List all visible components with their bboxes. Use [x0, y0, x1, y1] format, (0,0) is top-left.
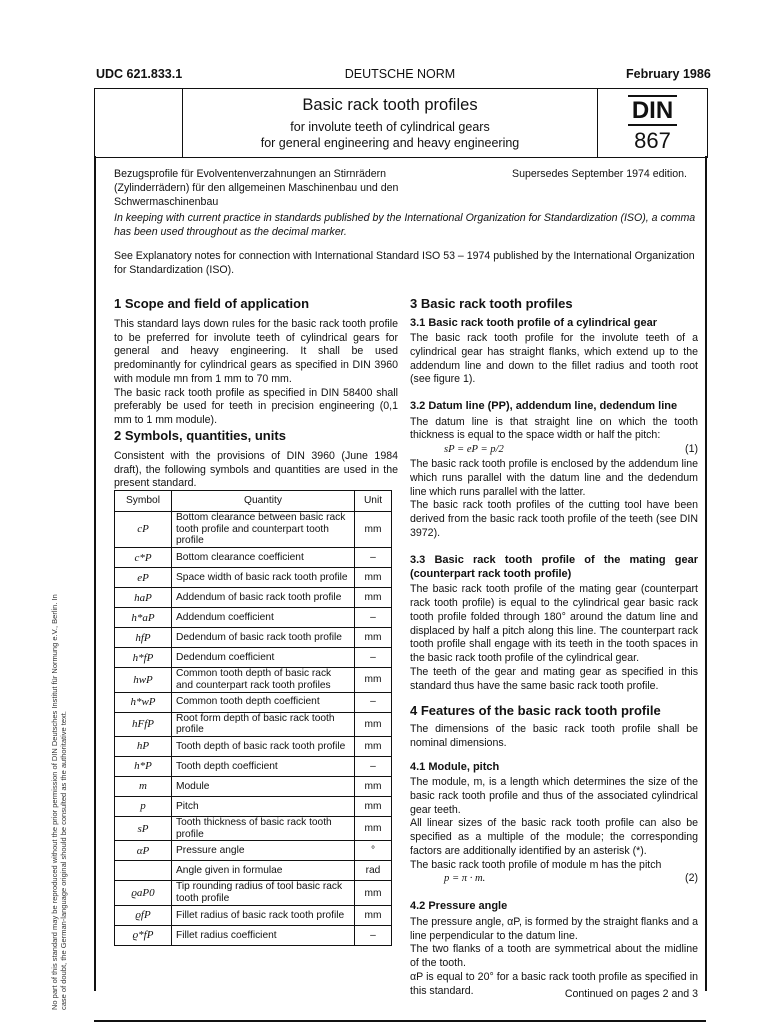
section-2	[114, 428, 398, 491]
table-row	[115, 925, 392, 945]
symbol-cell	[115, 861, 172, 881]
symbol-cell: h*aP	[115, 608, 172, 628]
unit-cell: mm	[355, 568, 392, 588]
table-row	[115, 712, 392, 736]
table-header-row	[115, 491, 392, 512]
table-row	[115, 648, 392, 668]
section-3-1-paragraph: The basic rack tooth profile for the involute teeth of a cylindrical gear has straight flanks, which extend up to the addendum line and down to the fillet radius and tooth root (see figure 1).	[410, 332, 698, 386]
section-1-paragraph-2: The basic rack tooth profile as specified in DIN 58400 shall preferably be used for teeth in precision engineering (0,1 mm to 1 mm module).	[114, 386, 398, 427]
section-2-heading: 2 Symbols, quantities, units	[114, 428, 286, 443]
quantity-cell: Tooth depth of basic rack tooth profile	[172, 737, 355, 757]
unit-cell: –	[355, 692, 392, 712]
section-4-heading: 4 Features of the basic rack tooth profile	[410, 703, 661, 719]
table-row	[115, 881, 392, 905]
quantity-cell: Addendum of basic rack tooth profile	[172, 588, 355, 608]
section-3-2-heading: 3.2 Datum line (PP), addendum line, dedendum line	[410, 400, 678, 413]
german-title: Bezugsprofile für Evolventenverzahnungen an Stirnrädern (Zylinderrädern) für den allgemeinen Maschinenbau und den Schwermaschinenbau	[114, 168, 399, 208]
symbol-cell: ϱaP0	[115, 881, 172, 905]
equation-2	[410, 872, 698, 887]
table-row	[115, 797, 392, 817]
section-3-3-heading: 3.3 Basic rack tooth profile of the mating gear (counterpart rack tooth profile)	[410, 553, 698, 580]
unit-cell: –	[355, 648, 392, 668]
unit-cell: mm	[355, 817, 392, 841]
table-header-symbol: Symbol	[115, 491, 172, 512]
symbol-cell: αP	[115, 841, 172, 861]
equation-1-number: (1)	[685, 443, 698, 456]
symbol-cell: ϱfP	[115, 905, 172, 925]
title-box	[94, 88, 708, 158]
quantity-cell: Dedendum coefficient	[172, 648, 355, 668]
table-row	[115, 568, 392, 588]
section-3-2-paragraph-3: The basic rack tooth profiles of the cutting tool have been derived from the basic rack tooth profile of the teeth (see DIN 3972).	[410, 499, 698, 539]
right-frame-rule	[705, 156, 707, 991]
table-row	[115, 588, 392, 608]
unit-cell: mm	[355, 881, 392, 905]
symbol-cell: sP	[115, 817, 172, 841]
table-row	[115, 757, 392, 777]
iso-decimal-note: In keeping with current practice in standards published by the International Organization for Standardization (ISO), a comma has been used throughout as the decimal marker.	[114, 212, 696, 238]
quantity-cell: Pitch	[172, 797, 355, 817]
table-row	[115, 817, 392, 841]
table-row	[115, 905, 392, 925]
quantity-cell: Addendum coefficient	[172, 608, 355, 628]
left-frame-rule	[94, 156, 96, 991]
section-4-1-paragraph-2: All linear sizes of the basic rack tooth profile can also be specified as a multiple of the module; the corresponding factors are additionally identified by an asterisk (*).	[410, 817, 698, 857]
symbol-cell: hFfP	[115, 712, 172, 736]
din-logo: DIN	[598, 95, 707, 126]
table-row	[115, 608, 392, 628]
equation-2-number: (2)	[685, 872, 698, 885]
unit-cell: mm	[355, 905, 392, 925]
quantity-cell: Common tooth depth of basic rack and counterpart rack tooth profiles	[172, 668, 355, 692]
symbol-cell: h*fP	[115, 648, 172, 668]
table-header-quantity: Quantity	[172, 491, 355, 512]
quantity-cell: Tooth thickness of basic rack tooth profile	[172, 817, 355, 841]
document-subtitle-1: for involute teeth of cylindrical gears	[290, 120, 490, 134]
unit-cell: –	[355, 608, 392, 628]
equation-2-formula: p = π · m.	[444, 873, 486, 885]
symbol-cell: cP	[115, 512, 172, 548]
quantity-cell: Bottom clearance between basic rack tooth profile and counterpart tooth profile	[172, 512, 355, 548]
unit-cell: mm	[355, 628, 392, 648]
table-row	[115, 737, 392, 757]
unit-cell: mm	[355, 712, 392, 736]
table-row	[115, 512, 392, 548]
quantity-cell: Dedendum of basic rack tooth profile	[172, 628, 355, 648]
equation-1-formula: sP = eP = p/2	[444, 444, 504, 456]
quantity-cell: Module	[172, 777, 355, 797]
symbol-cell: hP	[115, 737, 172, 757]
unit-cell: mm	[355, 737, 392, 757]
unit-cell: mm	[355, 512, 392, 548]
section-3	[410, 296, 698, 998]
section-3-1-heading: 3.1 Basic rack tooth profile of a cylindrical gear	[410, 316, 657, 329]
symbol-cell: m	[115, 777, 172, 797]
table-header-unit: Unit	[355, 491, 392, 512]
equation-1	[410, 443, 698, 458]
section-3-2-paragraph-1: The datum line is that straight line on which the tooth thickness is equal to the space width or half the pitch:	[410, 415, 698, 442]
udc-number: UDC 621.833.1	[96, 67, 183, 81]
table-row	[115, 692, 392, 712]
section-4-1-paragraph-1: The module, m, is a length which determines the size of the basic rack tooth profile and thus of the associated cylindrical gear teeth.	[410, 776, 698, 816]
quantity-cell: Pressure angle	[172, 841, 355, 861]
symbols-table	[114, 490, 392, 946]
section-4-2-paragraph-1: The pressure angle, αP, is formed by the straight flanks and a line perpendicular to the datum line.	[410, 915, 698, 942]
section-4-1-heading: 4.1 Module, pitch	[410, 760, 500, 773]
quantity-cell: Tip rounding radius of tool basic rack tooth profile	[172, 881, 355, 905]
symbol-cell: h*wP	[115, 692, 172, 712]
table-row	[115, 841, 392, 861]
quantity-cell: Common tooth depth coefficient	[172, 692, 355, 712]
section-4-2-paragraph-3: αP is equal to 20° for a basic rack tooth profile as specified in this standard.	[410, 970, 698, 997]
symbol-cell: p	[115, 797, 172, 817]
explanatory-note: See Explanatory notes for connection with International Standard ISO 53 – 1974 published by the International Organization for Standardization (ISO).	[114, 250, 695, 276]
section-3-heading: 3 Basic rack tooth profiles	[410, 296, 573, 311]
quantity-cell: Tooth depth coefficient	[172, 757, 355, 777]
symbol-cell: ϱ*fP	[115, 925, 172, 945]
quantity-cell: Fillet radius coefficient	[172, 925, 355, 945]
table-row	[115, 777, 392, 797]
section-1-paragraph-1: This standard lays down rules for the basic rack tooth profile to be preferred for involute teeth of cylindrical gears for general and heavy engineering. It shall be used predominantly for cylindrical gears as specified in DIN 3960 with module mn from 1 mm to 70 mm.	[114, 317, 398, 385]
bottom-frame-rule	[94, 1020, 706, 1022]
unit-cell: –	[355, 548, 392, 568]
symbol-cell: eP	[115, 568, 172, 588]
quantity-cell: Root form depth of basic rack tooth profile	[172, 712, 355, 736]
document-subtitle-2: for general engineering and heavy engineering	[260, 136, 520, 150]
symbol-cell: h*P	[115, 757, 172, 777]
section-3-3-paragraph-2: The teeth of the gear and mating gear as specified in this standard thus have the same basic rack tooth profile.	[410, 665, 698, 692]
symbol-cell: hwP	[115, 668, 172, 692]
table-row	[115, 628, 392, 648]
supersedes-note: Supersedes September 1974 edition.	[512, 168, 687, 180]
unit-cell: –	[355, 757, 392, 777]
unit-cell: mm	[355, 668, 392, 692]
unit-cell: rad	[355, 861, 392, 881]
section-4-2-heading: 4.2 Pressure angle	[410, 900, 508, 913]
section-4-2-paragraph-2: The two flanks of a tooth are symmetrical about the midline of the tooth.	[410, 943, 698, 970]
section-1-heading: 1 Scope and field of application	[114, 296, 310, 311]
unit-cell: °	[355, 841, 392, 861]
section-2-paragraph: Consistent with the provisions of DIN 3960 (June 1984 draft), the following symbols and quantities are used in the present standard.	[114, 449, 398, 490]
table-row	[115, 861, 392, 881]
unit-cell: mm	[355, 797, 392, 817]
deutsche-norm-label: DEUTSCHE NORM	[344, 67, 456, 81]
copyright-side-note: No part of this standard may be reproduced without the prior permission of DIN Deutsches Institut für Normung e.V., Berlin. In case of doubt, the German-language original should be consulted as the authoritative text.	[50, 594, 69, 1010]
section-1	[114, 296, 398, 428]
quantity-cell: Bottom clearance coefficient	[172, 548, 355, 568]
section-4-1-paragraph-3: The basic rack tooth profile of module m has the pitch	[410, 858, 662, 871]
unit-cell: mm	[355, 777, 392, 797]
din-standard-number: 867	[634, 128, 671, 153]
quantity-cell: Angle given in formulae	[172, 861, 355, 881]
continued-note: Continued on pages 2 and 3	[564, 988, 698, 1000]
section-3-3-paragraph-1: The basic rack tooth profile of the mating gear (counterpart rack tooth profile) is equal to the cylindrical gear basic rack tooth profile folded through 180° around the datum line and displaced by half a pitch along this line. The counterpart rack tooth profile shall engage with its teeth in the tooth spaces in the basic rack tooth profile of the cylindrical gear.	[410, 583, 698, 665]
symbol-cell: hfP	[115, 628, 172, 648]
symbol-cell: c*P	[115, 548, 172, 568]
quantity-cell: Fillet radius of basic rack tooth profile	[172, 905, 355, 925]
unit-cell: mm	[355, 588, 392, 608]
section-3-2-paragraph-2: The basic rack tooth profile is enclosed by the addendum line which runs parallel with the datum line and the dedendum line which runs parallel with the latter.	[410, 458, 698, 498]
section-4-paragraph: The dimensions of the basic rack tooth profile shall be nominal dimensions.	[410, 723, 698, 750]
quantity-cell: Space width of basic rack tooth profile	[172, 568, 355, 588]
publication-date: February 1986	[626, 67, 711, 81]
document-title: Basic rack tooth profiles	[302, 96, 478, 114]
table-row	[115, 548, 392, 568]
symbol-cell: haP	[115, 588, 172, 608]
table-row	[115, 668, 392, 692]
unit-cell: –	[355, 925, 392, 945]
